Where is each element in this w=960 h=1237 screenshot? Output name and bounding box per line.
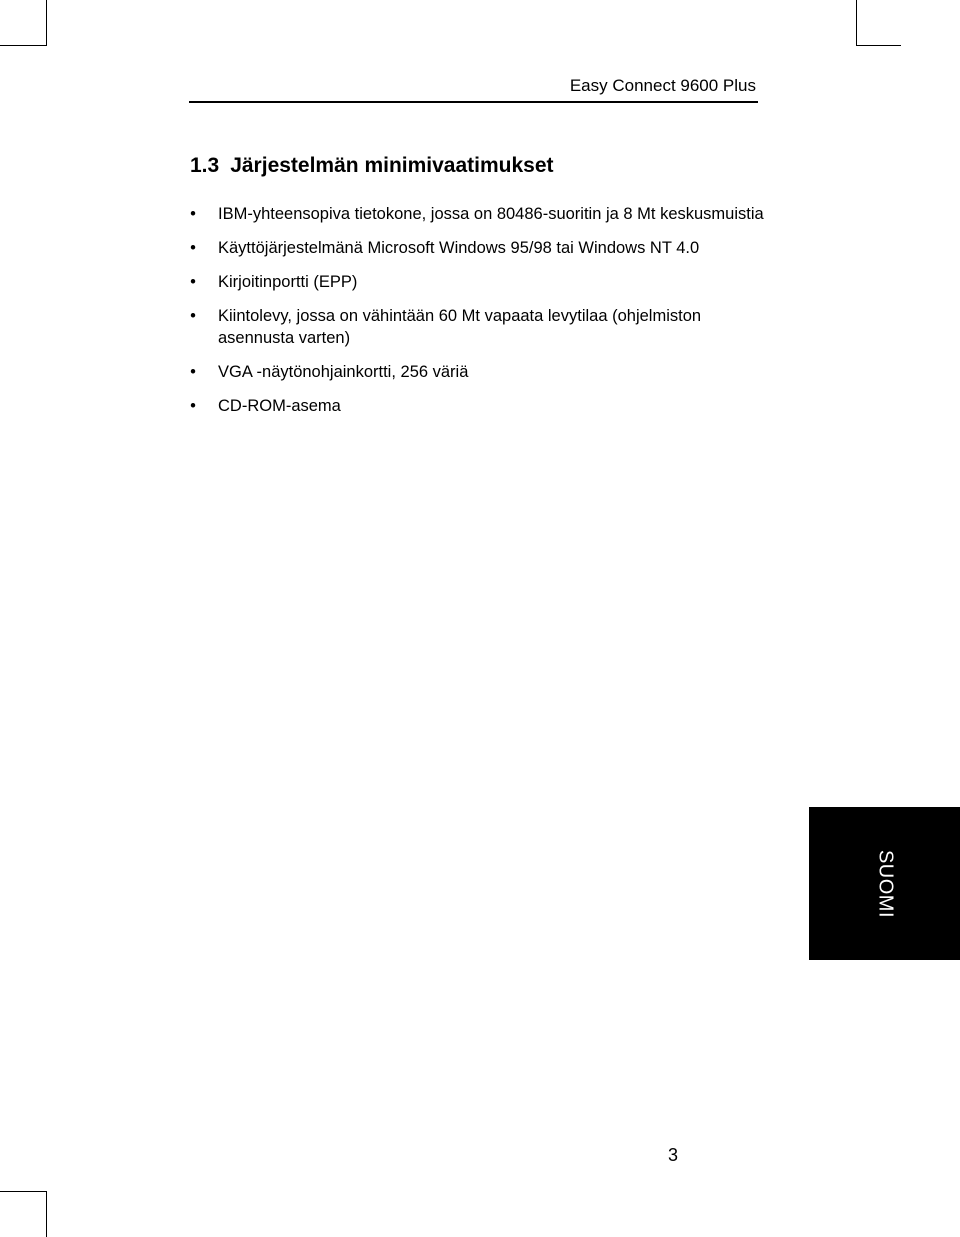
- crop-mark-top-right-vertical: [856, 0, 857, 46]
- list-item: [188, 305, 768, 349]
- list-item-text: VGA -näytönohjainkortti, 256 väriä: [218, 363, 469, 381]
- list-item-text: Kiintolevy, jossa on vähintään 60 Mt vapaata levytilaa (ohjelmiston asennusta varten): [218, 307, 702, 347]
- bullet-icon: •: [190, 363, 196, 381]
- language-tab: [809, 807, 960, 960]
- list-item: [188, 361, 768, 383]
- list-item: [188, 395, 768, 417]
- requirements-list: [188, 203, 768, 429]
- crop-mark-top-right-horizontal: [856, 45, 901, 46]
- bullet-icon: •: [190, 307, 196, 325]
- bullet-icon: •: [190, 239, 196, 257]
- section-title: Järjestelmän minimivaatimukset: [230, 154, 554, 177]
- list-item-text: IBM-yhteensopiva tietokone, jossa on 80486-suoritin ja 8 Mt keskusmuistia: [218, 205, 764, 223]
- bullet-icon: •: [190, 205, 196, 223]
- bullet-icon: •: [190, 397, 196, 415]
- list-item-text: Käyttöjärjestelmänä Microsoft Windows 95/98 tai Windows NT 4.0: [218, 239, 700, 257]
- section-heading: [190, 154, 554, 178]
- running-header: [189, 74, 756, 102]
- list-item: [188, 237, 768, 259]
- list-item-text: Kirjoitinportti (EPP): [218, 273, 358, 291]
- list-item: [188, 203, 768, 225]
- crop-mark-bottom-left-vertical: [46, 1191, 47, 1237]
- page-number: 3: [668, 1145, 679, 1165]
- crop-mark-top-left-horizontal: [0, 45, 47, 46]
- header-title: Easy Connect 9600 Plus: [569, 76, 756, 95]
- list-item-text: CD-ROM-asema: [218, 397, 341, 415]
- section-number: 1.3: [190, 154, 220, 177]
- crop-mark-bottom-left-horizontal: [0, 1191, 47, 1192]
- header-rule: [189, 101, 758, 103]
- language-tab-label: SUOMI: [874, 849, 896, 918]
- bullet-icon: •: [190, 273, 196, 291]
- list-item: [188, 271, 768, 293]
- crop-mark-top-left-vertical: [46, 0, 47, 46]
